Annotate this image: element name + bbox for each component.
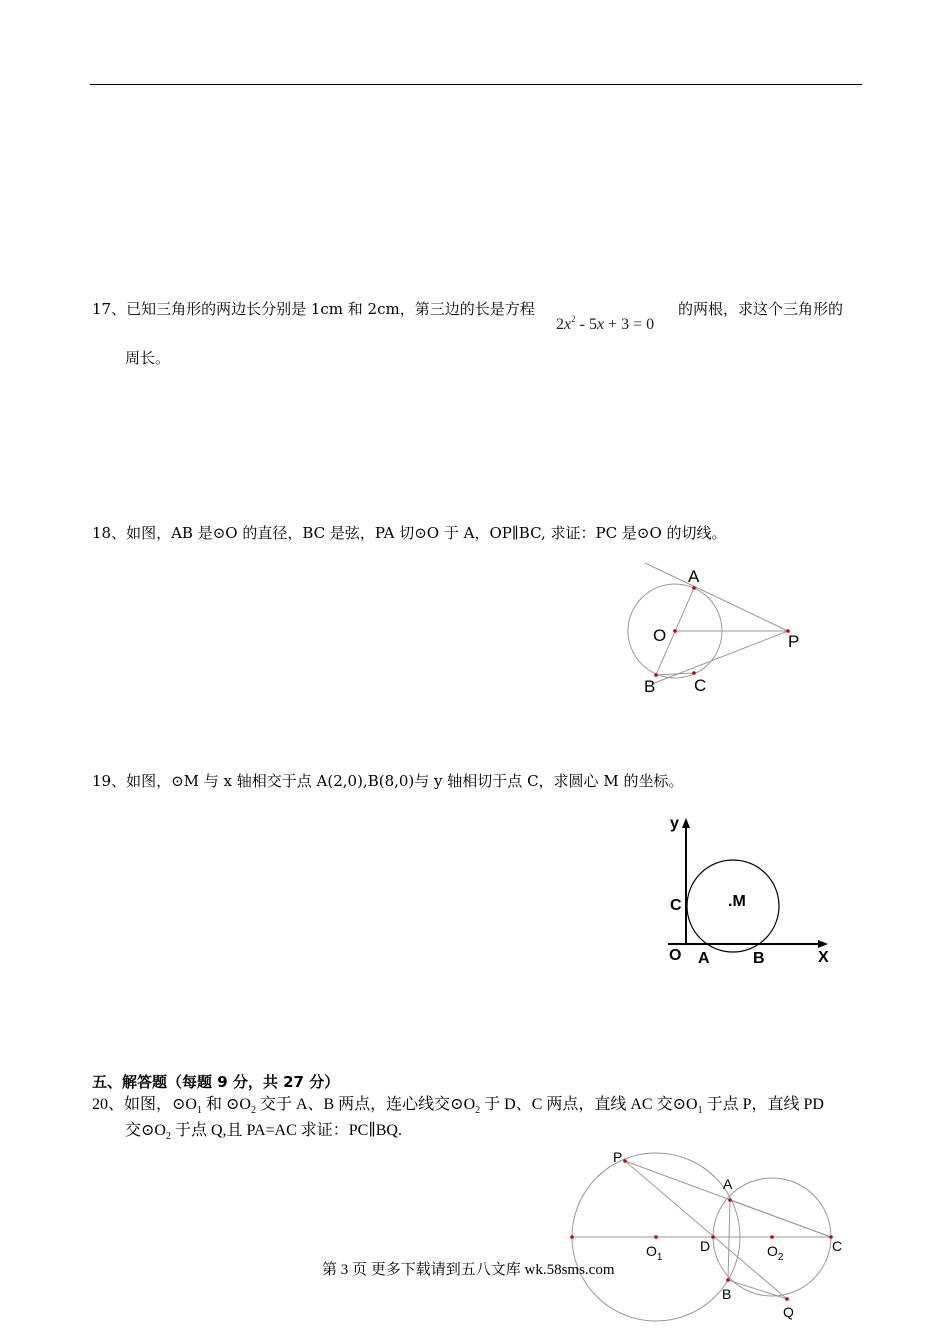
q17-equation (556, 314, 654, 334)
point-d (711, 1235, 715, 1239)
label-b: B (722, 1286, 732, 1302)
label-c: C (832, 1238, 843, 1254)
q19-figure (660, 810, 840, 970)
eq-var2: x (596, 316, 605, 333)
label-o2 (767, 1243, 784, 1263)
point-left (570, 1235, 574, 1239)
q20-l1-d: 于 D、C 两点，直线 AC 交⊙O (480, 1096, 698, 1113)
point-p (623, 1159, 627, 1163)
label-p: P (788, 632, 800, 651)
label-o1-main: O (646, 1243, 657, 1259)
label-o: O (653, 626, 667, 645)
q17-text-after: 的两根，求这个三角形的 (678, 300, 844, 318)
q20-sub1: 1 (196, 1105, 202, 1117)
point-q (785, 1297, 789, 1301)
point-a (692, 586, 696, 590)
q20-line1 (92, 1095, 824, 1121)
eq-mid: - 5 (575, 316, 597, 333)
q20-l1-c: 交于 A、B 两点，连心线交⊙O (255, 1096, 476, 1113)
q17-text-before: 17、已知三角形的两边长分别是 1cm 和 2cm，第三边的长是方程 (92, 300, 535, 318)
q18-figure (600, 555, 830, 705)
eq-coef: 2 (556, 316, 564, 333)
point-a (728, 1198, 732, 1202)
section5-heading: 五、解答题（每题 9 分，共 27 分） (92, 1073, 340, 1091)
eq-end: + 3 = 0 (604, 316, 655, 333)
q20-l2-b: 于点 Q,且 PA=AC 求证：PC∥BQ. (170, 1122, 402, 1139)
line-pq (625, 1161, 787, 1299)
eq-var: x (564, 316, 572, 333)
label-b: B (753, 950, 765, 967)
q20-sub4: 1 (697, 1105, 703, 1117)
label-c: C (694, 676, 707, 695)
line-ac (730, 1200, 831, 1237)
label-a: A (723, 1176, 733, 1192)
label-a: A (688, 567, 700, 586)
q20-line2 (125, 1121, 402, 1147)
q20-l1-b: 和 ⊙O (201, 1096, 251, 1113)
label-o2-main: O (767, 1243, 778, 1259)
label-a: A (698, 950, 710, 967)
q20-l1-a: 20、如图，⊙O (92, 1096, 197, 1113)
q19-text: 19、如图，⊙M 与 x 轴相交于点 A(2,0),B(8,0)与 y 轴相切于点 C，求圆心 M 的坐标。 (92, 772, 684, 790)
point-o (673, 629, 677, 633)
label-o: O (669, 947, 682, 964)
point-b (726, 1278, 730, 1282)
q20-sub2: 2 (250, 1105, 256, 1117)
y-axis-arrow (682, 818, 690, 828)
label-o2-sub: 2 (777, 1252, 784, 1263)
q20-l2-a: 交⊙O (125, 1122, 166, 1139)
q20-l1-e: 于点 P，直线 PD (702, 1096, 824, 1113)
q20-sub5: 2 (165, 1131, 171, 1143)
line-bq (728, 1280, 787, 1299)
label-y: y (670, 815, 679, 832)
header-rule (90, 84, 862, 85)
page-footer: 第 3 页 更多下载请到五八文库 wk.58sms.com (322, 1262, 615, 1278)
q18-text: 18、如图，AB 是⊙O 的直径，BC 是弦，PA 切⊙O 于 A，OP∥BC, 求证：PC 是⊙O 的切线。 (92, 524, 727, 542)
line-ab (728, 1200, 730, 1280)
label-c: C (670, 897, 682, 914)
x-axis-arrow (818, 940, 828, 948)
q17-line1 (92, 299, 535, 319)
point-o1 (654, 1235, 658, 1239)
label-b: B (644, 677, 656, 696)
label-d: D (700, 1238, 711, 1254)
label-o1-sub: 1 (656, 1252, 663, 1263)
label-x: X (818, 949, 829, 966)
eq-exponent: 2 (571, 314, 576, 324)
point-c (692, 671, 696, 675)
label-p: P (613, 1149, 623, 1165)
q20-sub3: 2 (475, 1105, 481, 1117)
line-pc (652, 631, 788, 684)
label-o1 (646, 1243, 663, 1263)
q20-figure (560, 1145, 850, 1344)
label-m: .M (728, 893, 746, 910)
point-o2 (770, 1235, 774, 1239)
label-q: Q (783, 1304, 794, 1320)
line-pa (645, 563, 788, 631)
q17-line2: 周长。 (125, 349, 171, 367)
